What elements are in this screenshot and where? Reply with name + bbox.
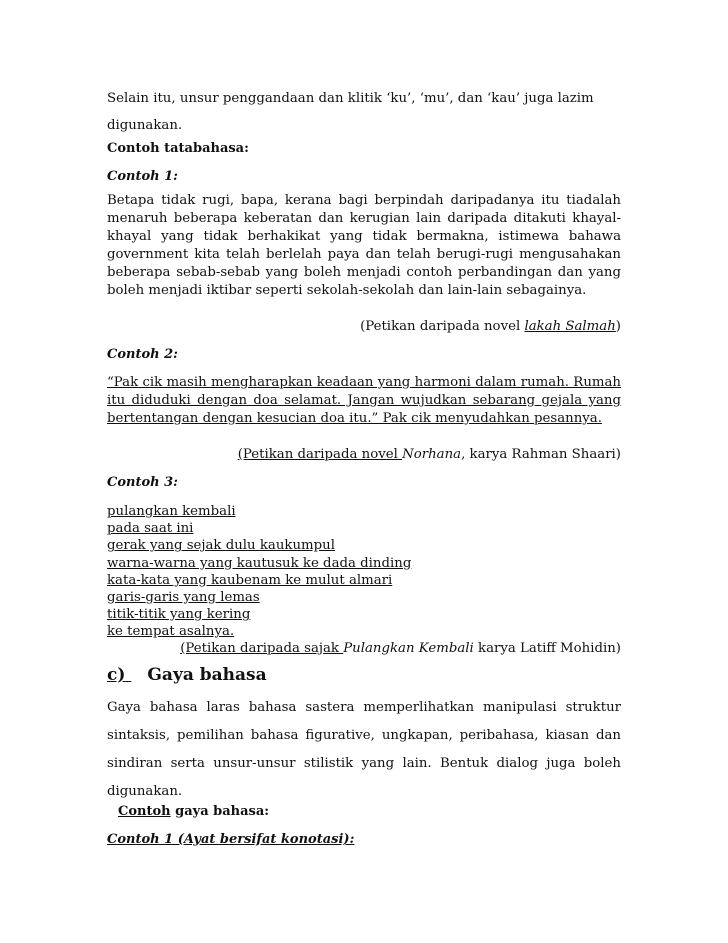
section-c-title: Gaya bahasa (147, 665, 267, 685)
style-example-heading (118, 803, 632, 821)
style-example-1-label: Contoh 1 (Ayat bersifat konotasi): (107, 832, 355, 847)
poem-line: gerak yang sejak dulu kaukumpul (107, 538, 335, 554)
example-2-label: Contoh 2: (107, 347, 178, 362)
example-2-source-title: Norhana (402, 447, 462, 462)
example-2-text: “Pak cik masih mengharapkan keadaan yang harmoni dalam rumah. Rumah itu diduduki dengan doa selamat. Jangan wujudkan sebarang gejala yang bertentangan dengan kesucian doa itu.” Pak cik menyudahkan pesannya. (107, 375, 621, 426)
style-heading-rest: gaya bahasa: (170, 804, 270, 819)
example-3-source (180, 640, 621, 658)
example-1-label: Contoh 1: (107, 169, 178, 184)
example-2-source (238, 446, 621, 464)
example-1-source-title: lakah Salmah (524, 319, 616, 334)
example-2-source-prefix: (Petikan daripada novel (237, 447, 403, 462)
example-1-text: Betapa tidak rugi, bapa, kerana bagi berpindah daripadanya itu tiadalah menaruh beberapa keberatan dan kerugian lain daripada ditakuti khayal-khayal yang tidak berhakikat yang tidak bermakna, istimewa bahawa government kita telah berlelah paya dan telah berugi-rugi mengusahakan beberapa sebab-sebab yang boleh menjadi contoh perbandingan dan yang boleh menjadi iktibar seperti sekolah-sekolah dan lain-lain sebagainya. (107, 193, 621, 298)
poem-line: ke tempat asalnya. (107, 624, 235, 640)
intro-paragraph (107, 85, 621, 139)
poem-line: kata-kata yang kaubenam ke mulut almari (107, 572, 393, 588)
example-1-source (360, 318, 621, 336)
intro-line-2: digunakan. (107, 118, 183, 133)
intro-line-1: Selain itu, unsur penggandaan dan klitik ‘ku’, ‘mu’, dan ‘kau’ juga lazim (107, 91, 594, 106)
poem-line: warna-warna yang kautusuk ke dada dinding (107, 555, 412, 571)
poem-line: garis-garis yang lemas (107, 590, 260, 606)
example-1-source-prefix: (Petikan daripada novel (360, 319, 525, 334)
poem-line: pulangkan kembali (107, 504, 236, 519)
example-1-source-suffix: ) (615, 319, 621, 334)
section-c-heading (107, 665, 267, 685)
example-2-source-suffix: , karya Rahman Shaari) (461, 447, 621, 462)
section-c-gap (125, 665, 147, 685)
example-3-source-title: Pulangkan Kembali (343, 641, 474, 656)
section-c-paragraph: Gaya bahasa laras bahasa sastera memperlihatkan manipulasi struktur sintaksis, pemilihan bahasa figurative, ungkapan, peribahasa, kiasan dan sindiran serta unsur-unsur stilistik yang lain. Bentuk dialog juga boleh digunakan. (107, 700, 621, 799)
example-3-source-prefix: (Petikan daripada sajak (180, 641, 344, 656)
example-3-poem (107, 503, 411, 641)
section-c-letter: c) (107, 665, 126, 685)
poem-line: pada saat ini (107, 521, 194, 537)
example-3-label: Contoh 3: (107, 475, 178, 490)
style-heading-word: Contoh (118, 804, 171, 819)
poem-line: titik-titik yang kering (107, 607, 251, 623)
example-3-source-suffix: karya Latiff Mohidin) (473, 641, 621, 656)
grammar-heading: Contoh tatabahasa: (107, 141, 249, 156)
